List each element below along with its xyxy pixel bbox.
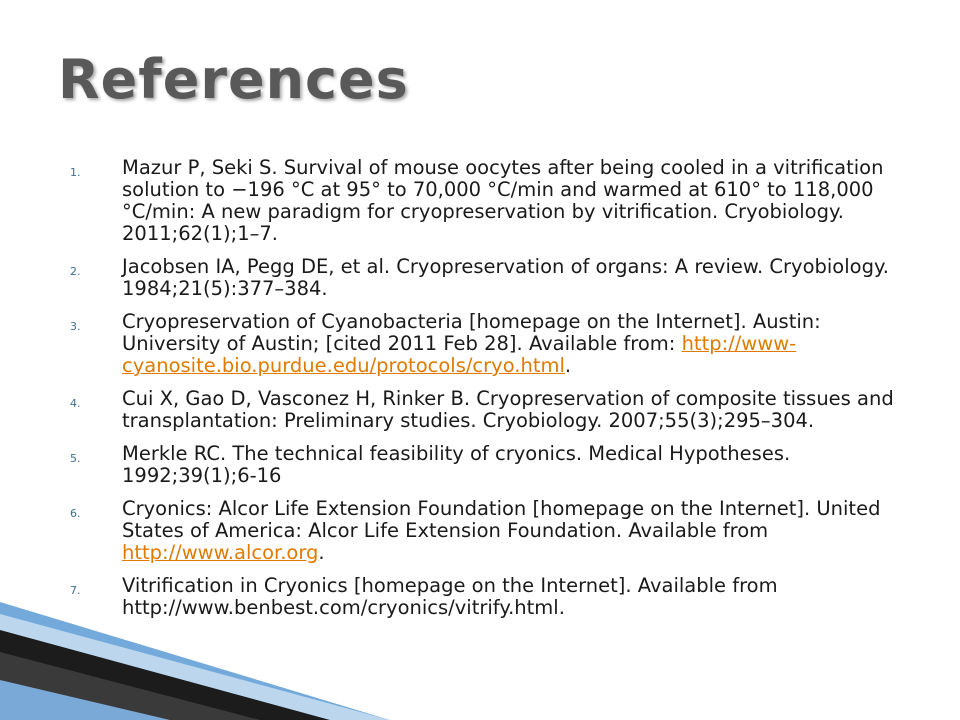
page-title: References xyxy=(58,48,409,111)
reference-number: 7. xyxy=(70,584,81,597)
reference-text: Jacobsen IA, Pegg DE, et al. Cryopreservation of organs: A review. Cryobiology. 1984;21(5):377–384. xyxy=(122,255,889,300)
reference-link[interactable]: http://www.alcor.org xyxy=(122,541,319,564)
reference-item xyxy=(70,157,910,245)
reference-item xyxy=(70,311,910,377)
reference-item xyxy=(70,388,910,432)
reference-number: 1. xyxy=(70,166,81,179)
reference-text: Mazur P, Seki S. Survival of mouse oocytes after being cooled in a vitrification solution to −196 °C at 95° to 70,000 °C/min and warmed at 610° to 118,000 °C/min: A new paradigm for cryopreservation by vitrification. Cryobiology. 2011;62(1);1–7. xyxy=(122,156,884,245)
reference-number: 2. xyxy=(70,265,81,278)
reference-number: 5. xyxy=(70,452,81,465)
reference-text: Cryopreservation of Cyanobacteria [homepage on the Internet]. Austin: University of Austin; [cited 2011 Feb 28]. Available from: xyxy=(122,310,821,355)
reference-list xyxy=(70,157,910,630)
reference-text: Cryonics: Alcor Life Extension Foundation [homepage on the Internet]. United States of America: Alcor Life Extension Foundation. Available from xyxy=(122,497,881,542)
reference-link[interactable]: http://www-cyanosite.bio.purdue.edu/protocols/cryo.html xyxy=(122,332,797,377)
reference-text: Vitrification in Cryonics [homepage on the Internet]. Available from http://www.benbest.com/cryonics/vitrify.html. xyxy=(122,574,778,619)
reference-item xyxy=(70,443,910,487)
decorative-swoosh xyxy=(0,600,390,720)
reference-number: 3. xyxy=(70,320,81,333)
reference-text: Merkle RC. The technical feasibility of cryonics. Medical Hypotheses. 1992;39(1);6-16 xyxy=(122,442,791,487)
reference-number: 4. xyxy=(70,397,81,410)
reference-item xyxy=(70,498,910,564)
reference-text: Cui X, Gao D, Vasconez H, Rinker B. Cryopreservation of composite tissues and transplantation: Preliminary studies. Cryobiology. 2007;55(3);295–304. xyxy=(122,387,894,432)
reference-item xyxy=(70,256,910,300)
reference-suffix: . xyxy=(564,354,572,377)
reference-suffix: . xyxy=(318,541,325,564)
reference-number: 6. xyxy=(70,507,81,520)
